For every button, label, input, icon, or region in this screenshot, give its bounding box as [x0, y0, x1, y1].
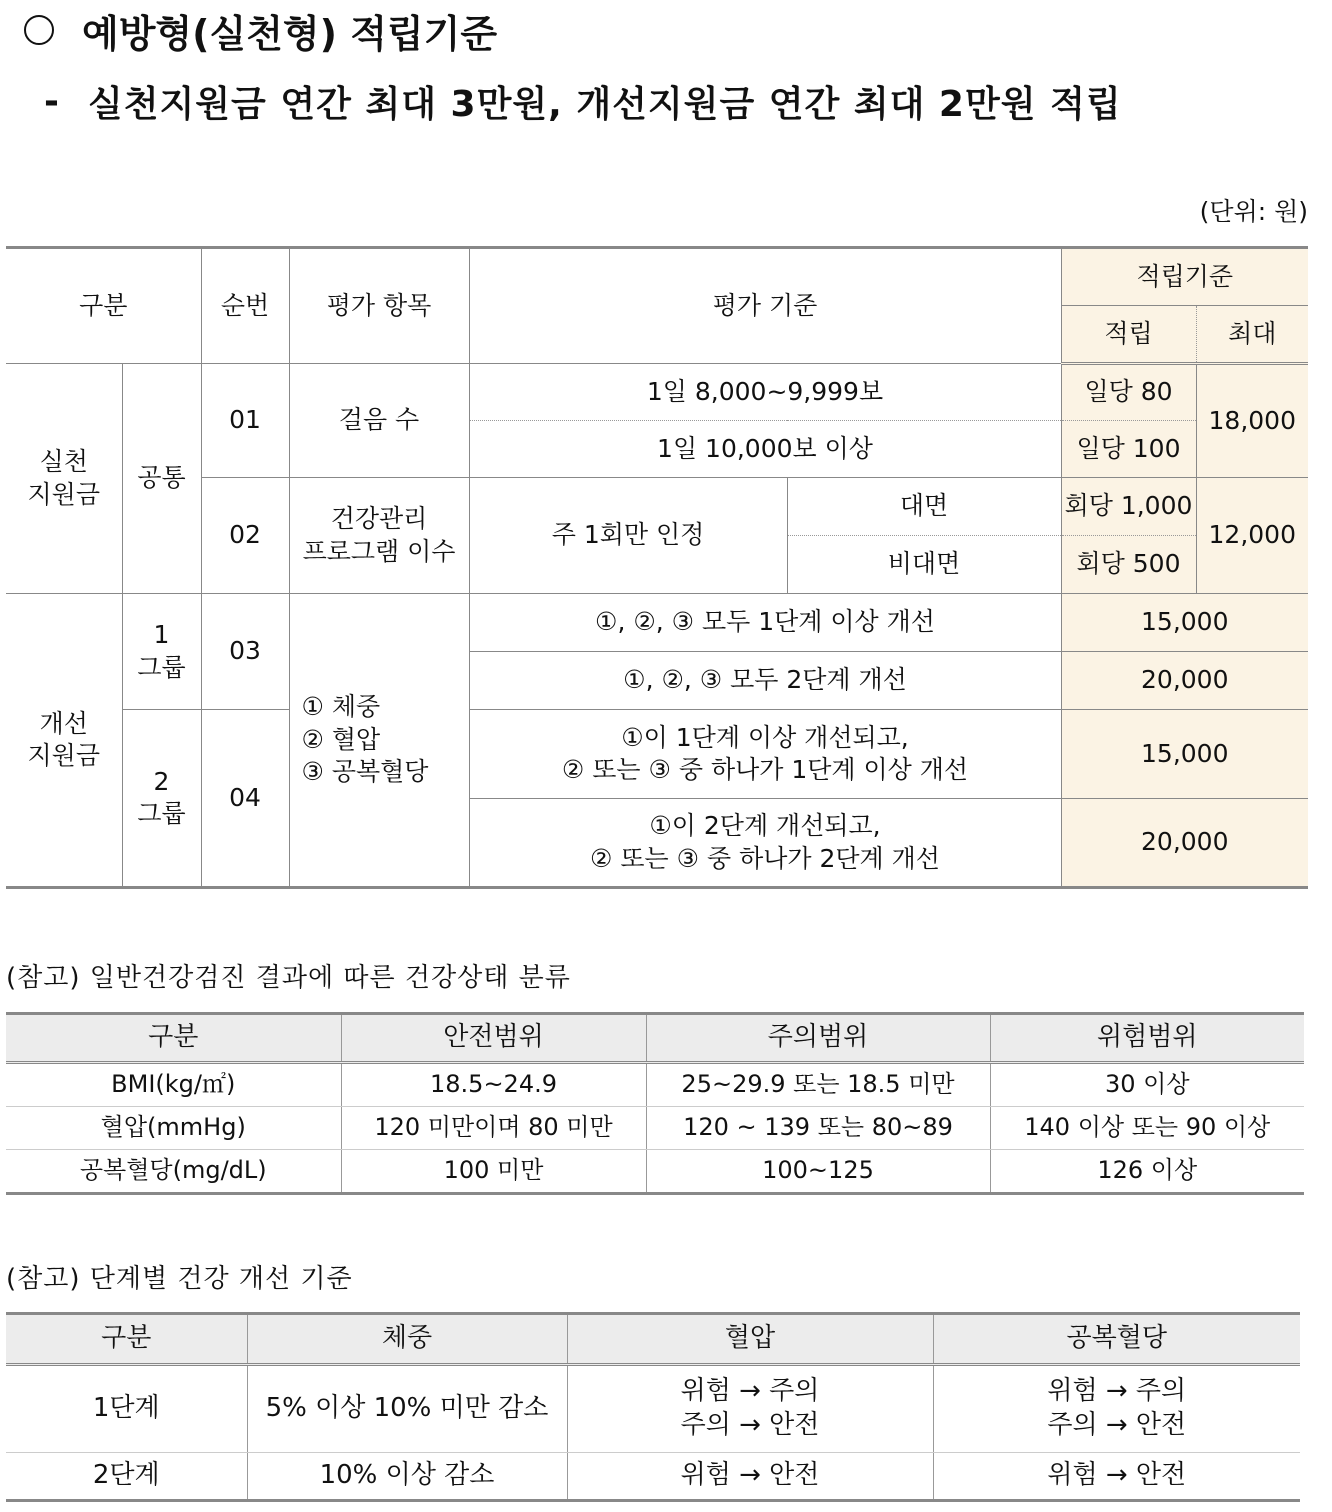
- ref1-cell: 혈압(mmHg): [6, 1107, 341, 1150]
- ref1-cell: 공복혈당(mg/dL): [6, 1150, 341, 1194]
- stage-label: 1단계: [6, 1365, 247, 1453]
- table-row: [6, 1063, 1304, 1107]
- row-num-02: 02: [201, 478, 289, 594]
- ref1-header: 안전범위: [341, 1014, 646, 1063]
- criteria-program: 주 1회만 인정: [469, 478, 787, 594]
- improve-criteria-4: ①이 2단계 개선되고, ② 또는 ③ 중 하나가 2단계 개선: [469, 799, 1061, 888]
- ref1-header: 주의범위: [646, 1014, 990, 1063]
- ref2-header: 구분: [6, 1314, 247, 1365]
- subtitle-dash: -: [44, 80, 60, 122]
- max-steps: 18,000: [1196, 364, 1308, 478]
- criteria-steps-1: 1일 8,000~9,999보: [469, 364, 1061, 421]
- ref1-title: (참고) 일반건강검진 결과에 따른 건강상태 분류: [6, 963, 571, 993]
- ref1-cell: BMI(kg/㎡): [6, 1063, 341, 1107]
- item-steps: 걸음 수: [289, 364, 469, 478]
- ref1-cell: 18.5~24.9: [341, 1063, 646, 1107]
- ref2-header: 공복혈당: [933, 1314, 1300, 1365]
- criteria-program-remote: 비대면: [787, 536, 1061, 594]
- criteria-steps-2: 1일 10,000보 이상: [469, 421, 1061, 478]
- accrual-program-inperson: 회당 1,000: [1061, 478, 1196, 536]
- row-num-01: 01: [201, 364, 289, 478]
- page-title: [24, 2, 497, 58]
- title-text: 예방형(실천형) 적립기준: [82, 11, 498, 56]
- stage-bp: 위험 → 안전: [567, 1453, 933, 1501]
- ref1-cell: 25~29.9 또는 18.5 미만: [646, 1063, 990, 1107]
- ref1-cell: 100 미만: [341, 1150, 646, 1194]
- ref1-header: 위험범위: [990, 1014, 1304, 1063]
- stage-bp: 위험 → 주의 주의 → 안전: [567, 1365, 933, 1453]
- improve-amount-2: 20,000: [1061, 652, 1308, 710]
- accrual-steps-1: 일당 80: [1061, 364, 1196, 421]
- improve-amount-1: 15,000: [1061, 594, 1308, 652]
- ref1-cell: 126 이상: [990, 1150, 1304, 1194]
- improvement-stage-table: [6, 1312, 1300, 1502]
- improve-amount-4: 20,000: [1061, 799, 1308, 888]
- header-category: 구분: [6, 248, 201, 364]
- table-row: [6, 1453, 1300, 1501]
- unit-label: (단위: 원): [1199, 197, 1308, 226]
- max-program: 12,000: [1196, 478, 1308, 594]
- stage-weight: 10% 이상 감소: [247, 1453, 567, 1501]
- header-item: 평가 항목: [289, 248, 469, 364]
- accrual-steps-2: 일당 100: [1061, 421, 1196, 478]
- row-num-03: 03: [201, 594, 289, 710]
- ref2-header: 체중: [247, 1314, 567, 1365]
- improve-amount-3: 15,000: [1061, 710, 1308, 799]
- ref1-cell: 140 이상 또는 90 이상: [990, 1107, 1304, 1150]
- page-subtitle: [44, 74, 1122, 128]
- subtitle-text: 실천지원금 연간 최대 3만원, 개선지원금 연간 최대 2만원 적립: [87, 83, 1122, 125]
- accrual-criteria-table: [6, 246, 1308, 889]
- table-row: [6, 1150, 1304, 1194]
- table-row: [6, 1365, 1300, 1453]
- criteria-program-inperson: 대면: [787, 478, 1061, 536]
- stage-glucose: 위험 → 주의 주의 → 안전: [933, 1365, 1300, 1453]
- improve-label: 개선 지원금: [6, 594, 122, 888]
- ref1-header: 구분: [6, 1014, 341, 1063]
- ref1-cell: 120 미만이며 80 미만: [341, 1107, 646, 1150]
- circle-bullet-icon: [24, 15, 54, 45]
- stage-glucose: 위험 → 안전: [933, 1453, 1300, 1501]
- improve-group-1: 1 그룹: [122, 594, 201, 710]
- row-num-04: 04: [201, 710, 289, 888]
- header-accrual: 적립: [1061, 306, 1196, 364]
- ref2-title: (참고) 단계별 건강 개선 기준: [6, 1264, 353, 1294]
- header-number: 순번: [201, 248, 289, 364]
- practice-label: 실천 지원금: [6, 364, 122, 594]
- ref1-cell: 100~125: [646, 1150, 990, 1194]
- stage-weight: 5% 이상 10% 미만 감소: [247, 1365, 567, 1453]
- ref1-cell: 30 이상: [990, 1063, 1304, 1107]
- header-criteria: 평가 기준: [469, 248, 1061, 364]
- improve-group-2: 2 그룹: [122, 710, 201, 888]
- practice-group: 공통: [122, 364, 201, 594]
- improve-criteria-2: ①, ②, ③ 모두 2단계 개선: [469, 652, 1061, 710]
- accrual-program-remote: 회당 500: [1061, 536, 1196, 594]
- item-program: 건강관리 프로그램 이수: [289, 478, 469, 594]
- stage-label: 2단계: [6, 1453, 247, 1501]
- improve-criteria-3: ①이 1단계 이상 개선되고, ② 또는 ③ 중 하나가 1단계 이상 개선: [469, 710, 1061, 799]
- improve-items: ① 체중 ② 혈압 ③ 공복혈당: [289, 594, 469, 888]
- header-accrual-group: 적립기준: [1061, 248, 1308, 306]
- improve-criteria-1: ①, ②, ③ 모두 1단계 이상 개선: [469, 594, 1061, 652]
- health-status-table: [6, 1012, 1304, 1195]
- ref2-header: 혈압: [567, 1314, 933, 1365]
- table-row: [6, 1107, 1304, 1150]
- ref1-cell: 120 ~ 139 또는 80~89: [646, 1107, 990, 1150]
- header-max: 최대: [1196, 306, 1308, 364]
